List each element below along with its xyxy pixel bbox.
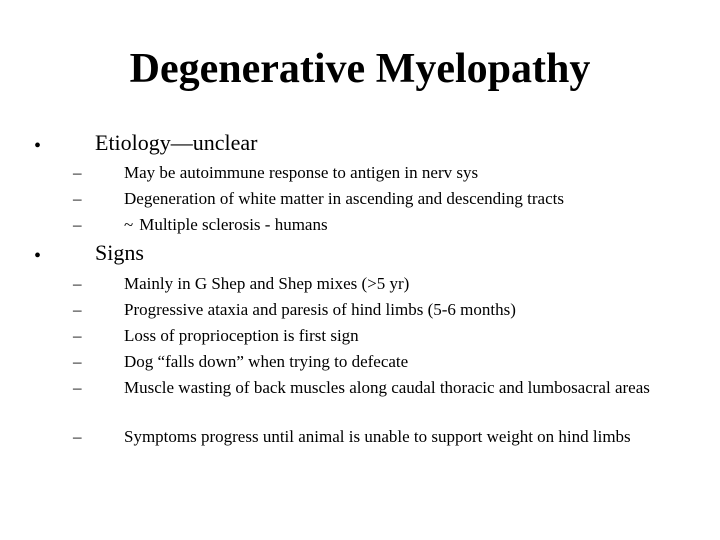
slide-title: Degenerative Myelopathy	[129, 46, 591, 92]
list-item	[124, 215, 709, 235]
dash-marker: –	[73, 352, 82, 371]
list-item: Degeneration of white matter in ascending and descending tracts	[124, 189, 564, 208]
dash-marker: –	[73, 189, 82, 208]
tilde-prefix: ~	[124, 215, 134, 234]
section-heading-etiology: Etiology—unclear	[95, 130, 258, 155]
dash-marker: –	[73, 215, 82, 234]
dash-marker: –	[73, 427, 82, 446]
list-item: Mainly in G Shep and Shep mixes (>5 yr)	[124, 274, 410, 293]
section-heading-signs: Signs	[95, 240, 144, 265]
bullet-marker: •	[34, 135, 42, 157]
list-item-text: Multiple sclerosis - humans	[139, 215, 328, 234]
list-item: May be autoimmune response to antigen in nerv sys	[124, 163, 479, 182]
list-item: Progressive ataxia and paresis of hind limbs (5-6 months)	[124, 300, 516, 319]
list-item: Symptoms progress until animal is unable to support weight on hind limbs	[124, 427, 631, 446]
bullet-marker: •	[34, 245, 42, 267]
list-item: Muscle wasting of back muscles along caudal thoracic and lumbosacral areas	[124, 378, 650, 397]
dash-marker: –	[73, 378, 82, 397]
dash-marker: –	[73, 274, 82, 293]
list-item: Dog “falls down” when trying to defecate	[124, 352, 409, 371]
dash-marker: –	[73, 163, 82, 182]
list-item: Loss of proprioception is first sign	[124, 326, 359, 345]
dash-marker: –	[73, 300, 82, 319]
dash-marker: –	[73, 326, 82, 345]
